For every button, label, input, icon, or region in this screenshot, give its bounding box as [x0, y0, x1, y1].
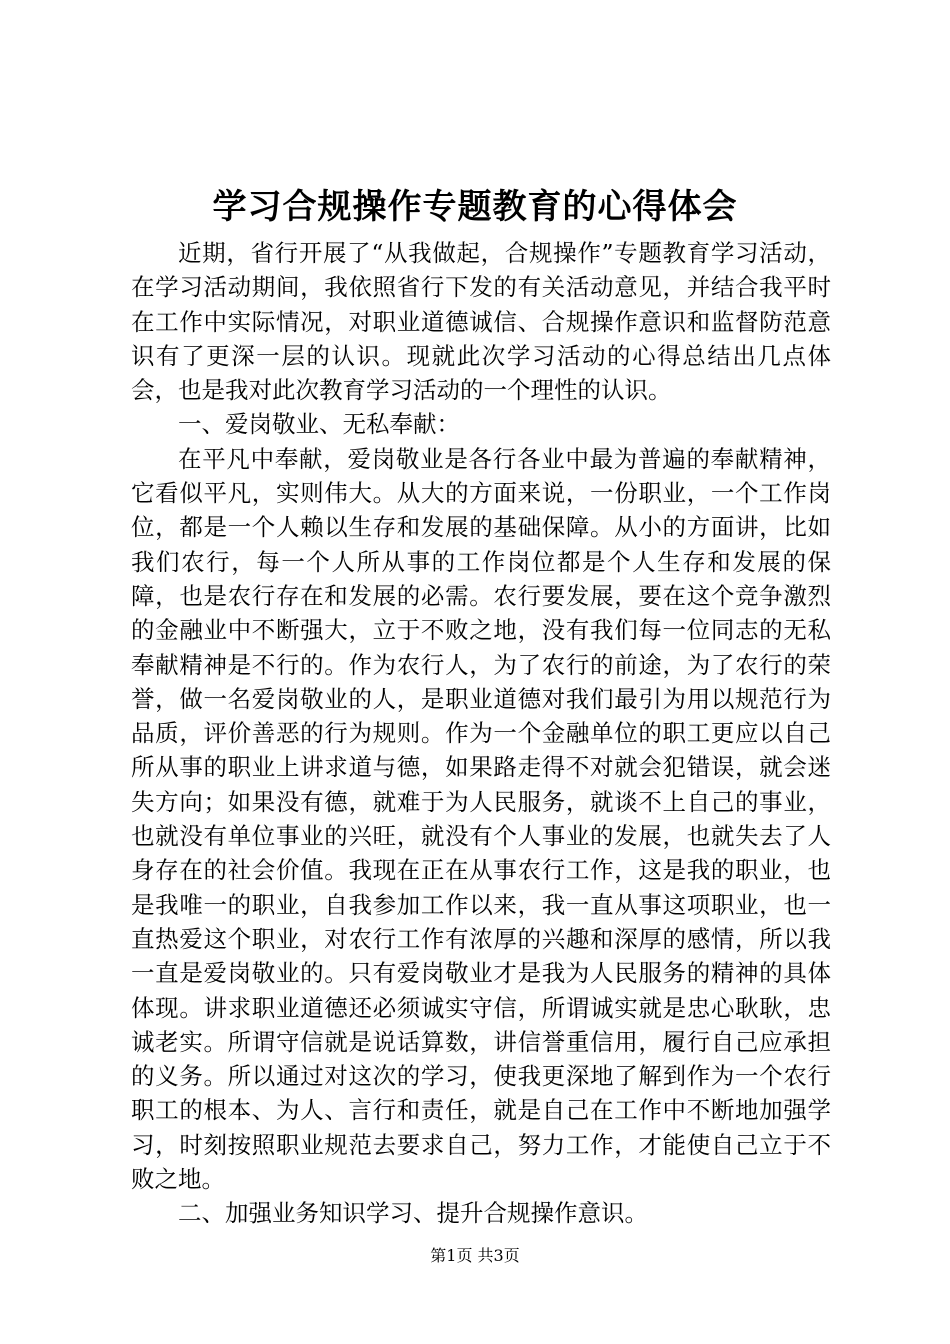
paragraph-intro: 近期，省行开展了“从我做起，合规操作”专题教育学习活动，在学习活动期间，我依照省行下发的有关活动意见，并结合我平时在工作中实际情况，对职业道德诚信、合规操作意识和监督防范意识有了更深一层的认识。现就此次学习活动的心得总结出几点体会，也是我对此次教育学习活动的一个理性的认识。	[131, 239, 831, 405]
section-heading-2: 二、加强业务知识学习、提升合规操作意识。	[178, 1199, 648, 1228]
paragraph-section-1: 在平凡中奉献，爱岗敬业是各行各业中最为普遍的奉献精神，它看似平凡，实则伟大。从大的方面来说，一份职业，一个工作岗位，都是一个人赖以生存和发展的基础保障。从小的方面讲，比如我们农行，每一个人所从事的工作岗位都是个人生存和发展的保障，也是农行存在和发展的必需。农行要发展，要在这个竞争激烈的金融业中不断强大，立于不败之地，没有我们每一位同志的无私奉献精神是不行的。作为农行人，为了农行的前途，为了农行的荣誉，做一名爱岗敬业的人，是职业道德对我们最引为用以规范行为品质，评价善恶的行为规则。作为一个金融单位的职工更应以自己所从事的职业上讲求道与德，如果路走得不对就会犯错误，就会迷失方向；如果没有德，就难于为人民服务，就谈不上自己的事业，也就没有单位事业的兴旺，就没有个人事业的发展，也就失去了人身存在的社会价值。我现在正在从事农行工作，这是我的职业，也是我唯一的职业，自我参加工作以来，我一直从事这项职业，也一直热爱这个职业，对农行工作有浓厚的兴趣和深厚的感情，所以我一直是爱岗敬业的。只有爱岗敬业才是我为人民服务的精神的具体体现。讲求职业道德还必须诚实守信，所谓诚实就是忠心耿耿，忠诚老实。所谓守信就是说话算数，讲信誉重信用，履行自己应承担的义务。所以通过对这次的学习，使我更深地了解到作为一个农行职工的根本、为人、言行和责任，就是自己在工作中不断地加强学习，时刻按照职业规范去要求自己，努力工作，才能使自己立于不败之地。	[131, 444, 831, 1194]
page-number-footer: 第1页 共3页	[430, 1246, 520, 1265]
section-heading-1: 一、爱岗敬业、无私奉献：	[178, 410, 460, 439]
document-body	[131, 236, 831, 1231]
document-title: 学习合规操作专题教育的心得体会	[212, 187, 738, 227]
